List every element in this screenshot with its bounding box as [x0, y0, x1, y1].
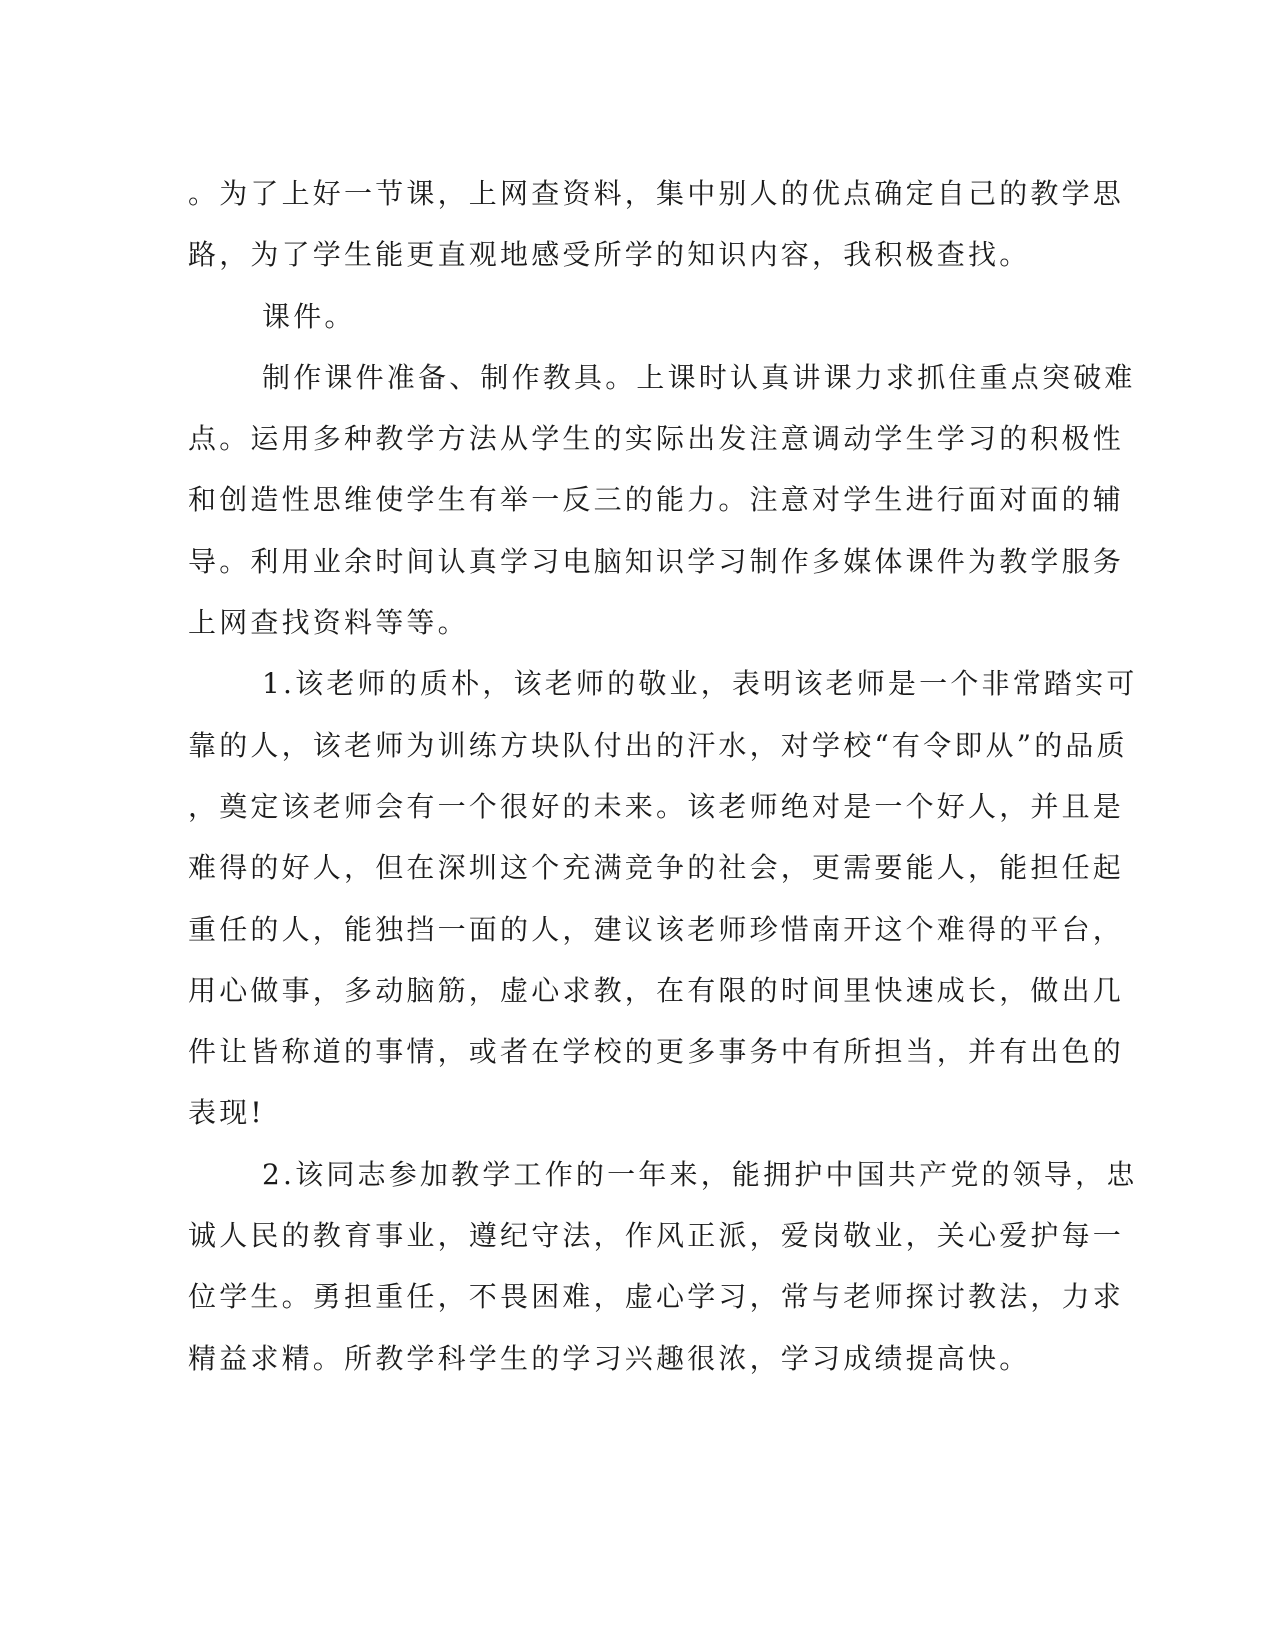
text-line: 精益求精。所教学科学生的学习兴趣很浓，学习成绩提高快。 [188, 1341, 1031, 1375]
text-line: 重任的人，能独挡一面的人，建议该老师珍惜南开这个难得的平台， [188, 912, 1125, 946]
text-line: 表现! [188, 1096, 265, 1130]
text-line: 用心做事，多动脑筋，虚心求教，在有限的时间里快速成长，做出几 [188, 973, 1125, 1007]
text-line: 路，为了学生能更直观地感受所学的知识内容，我积极查找。 [188, 238, 1031, 272]
paragraph-start: 课件。 [262, 299, 356, 333]
text-line: 和创造性思维使学生有举一反三的能力。注意对学生进行面对面的辅 [188, 483, 1125, 517]
document-body [188, 163, 1138, 1389]
text-line: 件让皆称道的事情，或者在学校的更多事务中有所担当，并有出色的 [188, 1035, 1125, 1069]
text-line: 导。利用业余时间认真学习电脑知识学习制作多媒体课件为教学服务 [188, 544, 1125, 578]
text-line: 位学生。勇担重任，不畏困难，虚心学习，常与老师探讨教法，力求 [188, 1280, 1125, 1314]
paragraph-start: 2.该同志参加教学工作的一年来，能拥护中国共产党的领导，忠 [262, 1157, 1138, 1191]
text-line: 难得的好人，但在深圳这个充满竞争的社会，更需要能人，能担任起 [188, 851, 1125, 885]
paragraph-start: 1.该老师的质朴，该老师的敬业，表明该老师是一个非常踏实可 [262, 667, 1138, 701]
text-line: 。为了上好一节课，上网查资料，集中别人的优点确定自己的教学思 [188, 177, 1125, 210]
text-line: 点。运用多种教学方法从学生的实际出发注意调动学生学习的积极性 [188, 422, 1125, 456]
text-line: ，奠定该老师会有一个很好的未来。该老师绝对是一个好人，并且是 [188, 789, 1125, 823]
text-line: 上网查找资料等等。 [188, 606, 469, 640]
paragraph-start: 制作课件准备、制作教具。上课时认真讲课力求抓住重点突破难 [262, 360, 1136, 394]
text-line: 诚人民的教育事业，遵纪守法，作风正派，爱岗敬业，关心爱护每一 [188, 1219, 1125, 1253]
text-line: 靠的人，该老师为训练方块队付出的汗水，对学校“有令即从”的品质 [188, 728, 1128, 762]
